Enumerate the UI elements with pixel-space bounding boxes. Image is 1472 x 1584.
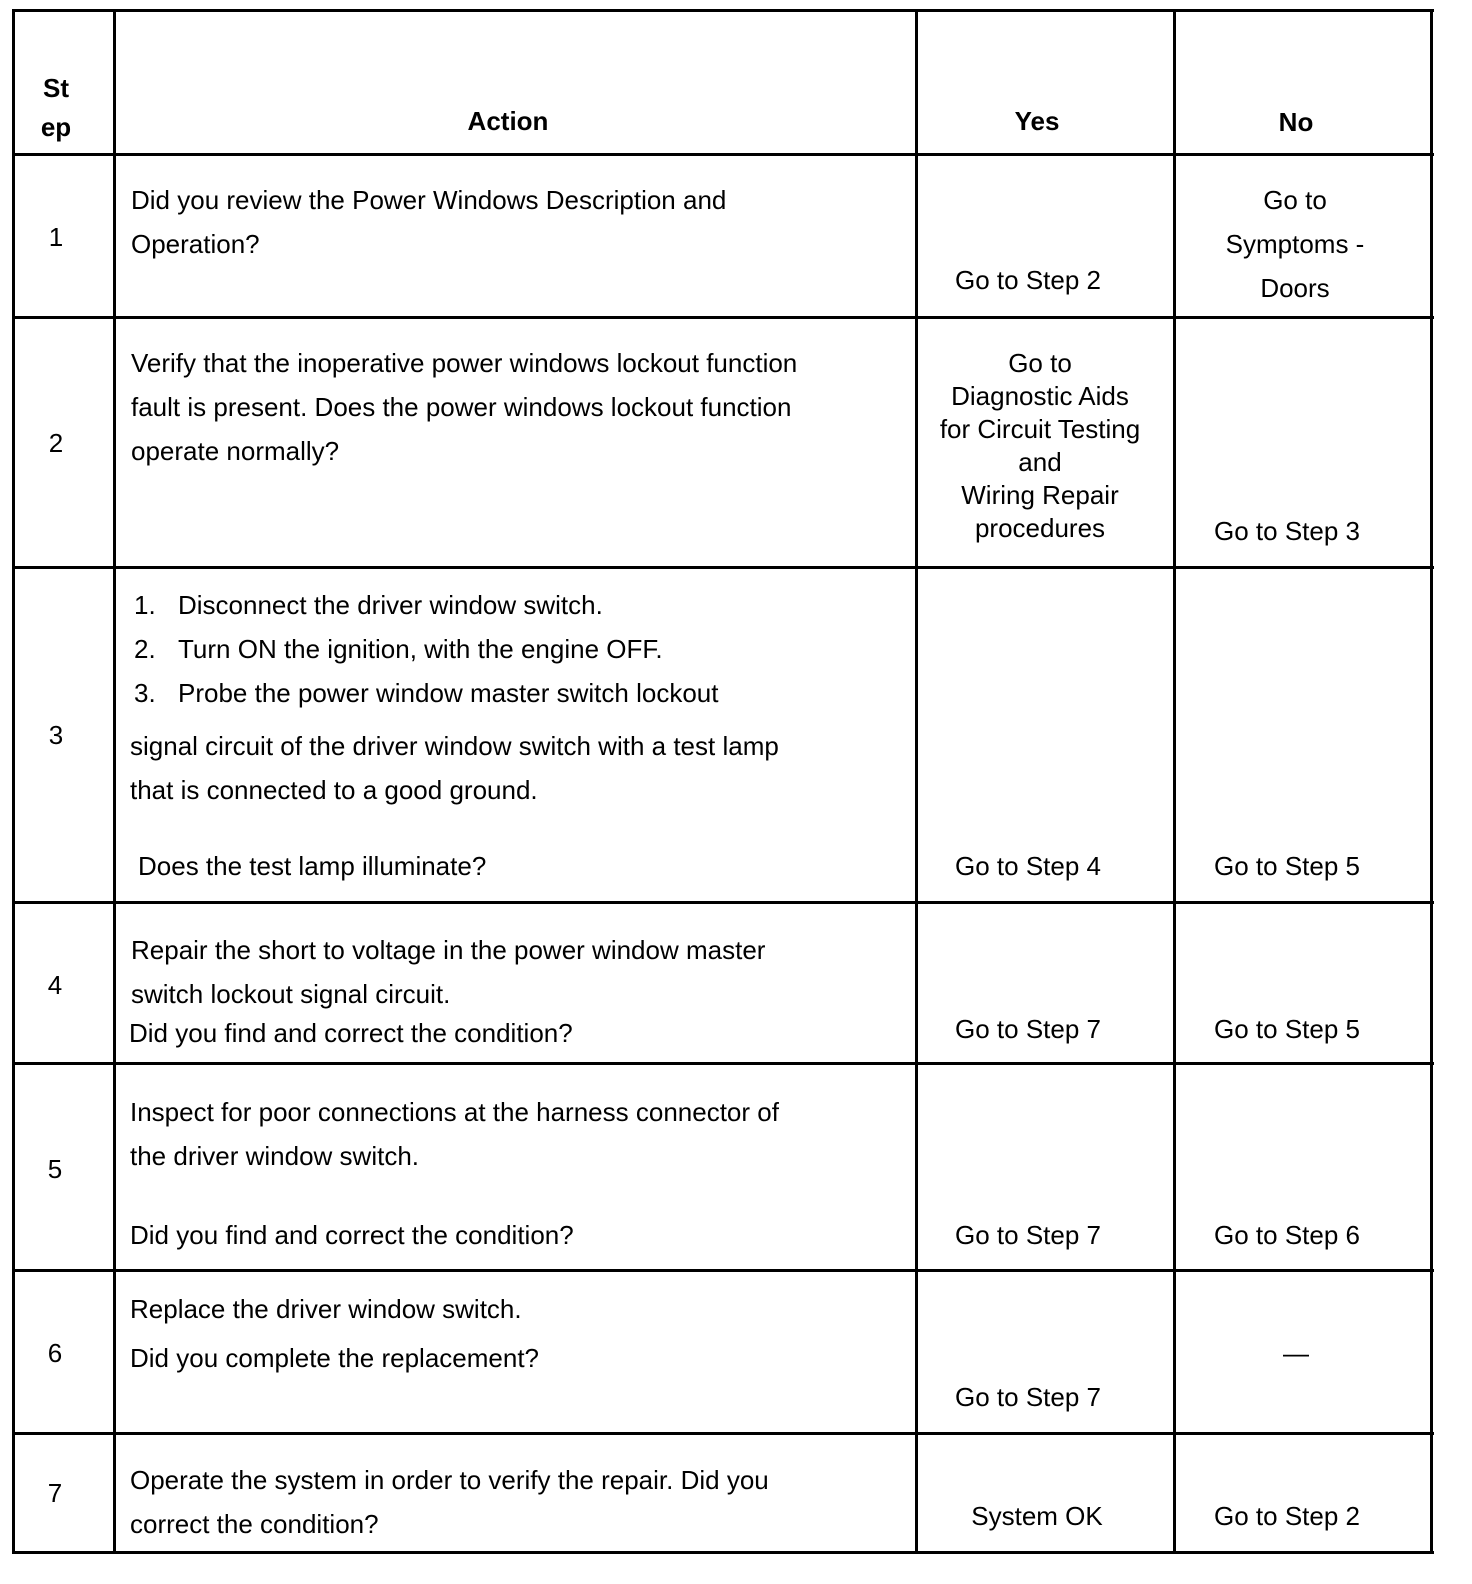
row-5-action: Inspect for poor connections at the harness connector of the driver window switch. bbox=[130, 1097, 779, 1171]
row-6-action: Replace the driver window switch. bbox=[130, 1294, 522, 1324]
row-4-action: Repair the short to voltage in the power window master switch lockout signal circuit. bbox=[131, 935, 766, 1009]
table-rule bbox=[12, 9, 15, 1554]
row-5-no: Go to Step 6 bbox=[1214, 1220, 1360, 1250]
row-4-no: Go to Step 5 bbox=[1214, 1014, 1360, 1044]
row-3-yes: Go to Step 4 bbox=[955, 851, 1101, 881]
row-1-no: Go to Symptoms - Doors bbox=[1225, 185, 1365, 303]
row-4-question: Did you find and correct the condition? bbox=[129, 1018, 573, 1048]
row-3-no: Go to Step 5 bbox=[1214, 851, 1360, 881]
table-rule bbox=[915, 9, 918, 1554]
header-action: Action bbox=[467, 106, 549, 136]
row-2-no: Go to Step 3 bbox=[1214, 516, 1360, 546]
table-rule bbox=[12, 9, 1434, 12]
row-3-list-item: Turn ON the ignition, with the engine OFF. bbox=[178, 634, 663, 664]
row-6-question: Did you complete the replacement? bbox=[130, 1343, 540, 1373]
row-2-step: 2 bbox=[48, 428, 64, 458]
row-3-list-item: Probe the power window master switch lockout bbox=[178, 678, 719, 708]
table-rule bbox=[1173, 9, 1176, 1554]
row-1-yes: Go to Step 2 bbox=[955, 265, 1101, 295]
row-1-step: 1 bbox=[48, 222, 64, 252]
table-rule bbox=[1430, 9, 1433, 1554]
table-rule bbox=[12, 901, 1434, 904]
header-yes: Yes bbox=[1014, 106, 1060, 136]
row-4-yes: Go to Step 7 bbox=[955, 1014, 1101, 1044]
row-7-yes: System OK bbox=[971, 1501, 1103, 1531]
row-5-step: 5 bbox=[47, 1154, 63, 1184]
row-3-list-item: Disconnect the driver window switch. bbox=[178, 590, 603, 620]
row-6-step: 6 bbox=[47, 1338, 63, 1368]
table-rule bbox=[12, 153, 1434, 156]
header-no: No bbox=[1278, 107, 1314, 137]
row-3-list-number: 3. bbox=[134, 678, 156, 708]
row-3-question: Does the test lamp illuminate? bbox=[138, 851, 487, 881]
row-3-step: 3 bbox=[48, 720, 64, 750]
table-rule bbox=[113, 9, 116, 1554]
row-5-yes: Go to Step 7 bbox=[955, 1220, 1101, 1250]
table-rule bbox=[12, 1062, 1434, 1065]
row-2-yes: Go to Diagnostic Aids for Circuit Testing and Wiring Repair procedures bbox=[939, 348, 1141, 543]
table-rule bbox=[12, 1432, 1434, 1435]
row-7-action: Operate the system in order to verify the repair. Did you correct the condition? bbox=[130, 1465, 769, 1539]
row-1-action: Did you review the Power Windows Description and Operation? bbox=[131, 185, 727, 259]
table-rule bbox=[12, 1269, 1434, 1272]
table-rule bbox=[12, 566, 1434, 569]
table-rule bbox=[12, 316, 1434, 319]
table-rule bbox=[12, 1551, 1434, 1554]
row-3-list-number: 1. bbox=[134, 590, 156, 620]
row-6-no: — bbox=[1283, 1338, 1309, 1368]
row-6-yes: Go to Step 7 bbox=[955, 1382, 1101, 1412]
header-step: St ep bbox=[40, 73, 72, 142]
row-4-step: 4 bbox=[47, 970, 63, 1000]
row-5-question: Did you find and correct the condition? bbox=[130, 1220, 574, 1250]
row-7-no: Go to Step 2 bbox=[1214, 1501, 1360, 1531]
row-7-step: 7 bbox=[47, 1478, 63, 1508]
row-3-action-continued: signal circuit of the driver window switch with a test lamp that is connected to a good ground. bbox=[130, 731, 779, 805]
row-3-list-number: 2. bbox=[134, 634, 156, 664]
row-2-action: Verify that the inoperative power windows lockout function fault is present. Does the power windows lockout function operate normally? bbox=[131, 348, 798, 466]
